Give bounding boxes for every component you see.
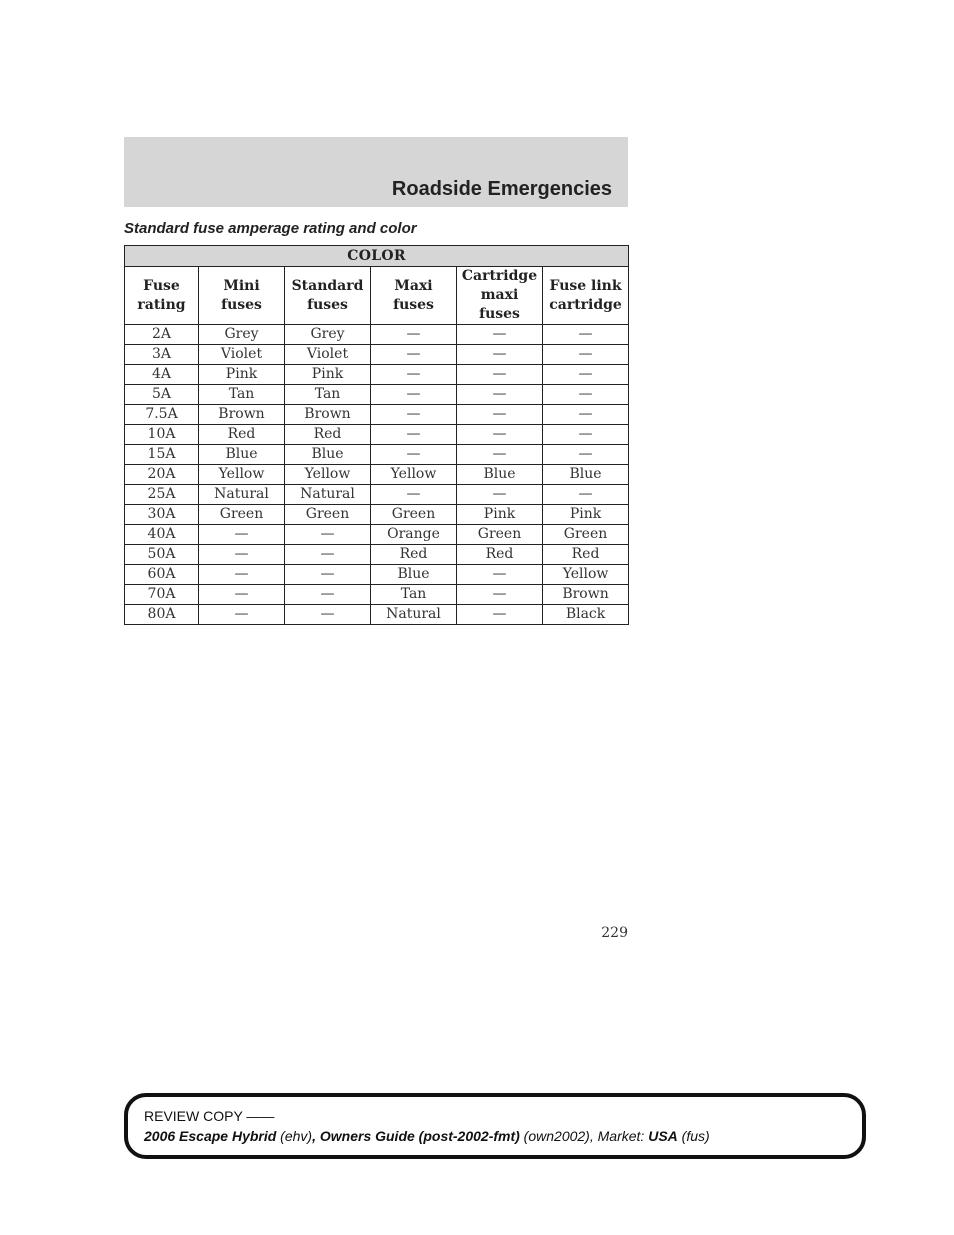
fuse-color-cell: Tan bbox=[371, 585, 457, 605]
column-header-line: Mini bbox=[223, 277, 260, 294]
market-name: USA bbox=[648, 1128, 678, 1144]
column-header bbox=[457, 267, 543, 325]
guide-code: (own2002) bbox=[519, 1128, 590, 1144]
table-row bbox=[125, 465, 629, 485]
column-header bbox=[543, 267, 629, 325]
fuse-rating-cell: 40A bbox=[125, 525, 199, 545]
fuse-color-cell: — bbox=[457, 485, 543, 505]
fuse-rating-cell: 50A bbox=[125, 545, 199, 565]
guide-name: Owners Guide (post-2002-fmt) bbox=[319, 1128, 520, 1144]
fuse-color-cell: — bbox=[457, 425, 543, 445]
fuse-color-cell: Blue bbox=[285, 445, 371, 465]
column-header-line: rating bbox=[137, 296, 186, 313]
column-header-line: cartridge bbox=[549, 296, 622, 313]
fuse-color-cell: Red bbox=[543, 545, 629, 565]
table-row bbox=[125, 405, 629, 425]
table-body bbox=[125, 325, 629, 625]
fuse-color-cell: Natural bbox=[285, 485, 371, 505]
fuse-color-cell: — bbox=[457, 445, 543, 465]
fuse-color-cell: — bbox=[371, 385, 457, 405]
fuse-rating-cell: 5A bbox=[125, 385, 199, 405]
fuse-color-cell: — bbox=[543, 405, 629, 425]
table-row bbox=[125, 485, 629, 505]
fuse-rating-cell: 20A bbox=[125, 465, 199, 485]
fuse-color-cell: Red bbox=[371, 545, 457, 565]
column-header-line: Standard bbox=[291, 277, 364, 294]
fuse-rating-cell: 10A bbox=[125, 425, 199, 445]
fuse-color-cell: — bbox=[543, 445, 629, 465]
column-header-line: fuses bbox=[221, 296, 262, 313]
fuse-color-cell: Pink bbox=[457, 505, 543, 525]
column-header-line: maxi bbox=[480, 287, 519, 303]
fuse-color-cell: Orange bbox=[371, 525, 457, 545]
fuse-color-cell: — bbox=[371, 425, 457, 445]
fuse-color-cell: Pink bbox=[199, 365, 285, 385]
table-row bbox=[125, 325, 629, 345]
table-row bbox=[125, 505, 629, 525]
fuse-color-cell: — bbox=[199, 605, 285, 625]
column-header-line: Fuse bbox=[143, 277, 180, 294]
fuse-color-cell: — bbox=[457, 565, 543, 585]
fuse-color-cell: — bbox=[457, 325, 543, 345]
section-header-band bbox=[124, 137, 628, 207]
table-caption: Standard fuse amperage rating and color bbox=[124, 220, 417, 237]
fuse-color-cell: Violet bbox=[285, 345, 371, 365]
table-row bbox=[125, 365, 629, 385]
fuse-color-cell: — bbox=[199, 545, 285, 565]
fuse-color-cell: — bbox=[543, 345, 629, 365]
fuse-color-cell: Black bbox=[543, 605, 629, 625]
fuse-color-cell: Red bbox=[199, 425, 285, 445]
column-header bbox=[199, 267, 285, 325]
fuse-rating-cell: 60A bbox=[125, 565, 199, 585]
fuse-color-cell: — bbox=[371, 445, 457, 465]
column-header-row bbox=[125, 267, 629, 325]
table-row bbox=[125, 545, 629, 565]
fuse-color-cell: — bbox=[457, 345, 543, 365]
fuse-color-cell: Yellow bbox=[371, 465, 457, 485]
market-code: (fus) bbox=[677, 1128, 710, 1144]
fuse-color-cell: Pink bbox=[543, 505, 629, 525]
fuse-color-cell: — bbox=[543, 425, 629, 445]
fuse-rating-cell: 30A bbox=[125, 505, 199, 525]
vehicle-code: (ehv) bbox=[276, 1128, 313, 1144]
fuse-color-cell: Yellow bbox=[543, 565, 629, 585]
fuse-color-cell: Pink bbox=[285, 365, 371, 385]
table-row bbox=[125, 425, 629, 445]
fuse-color-cell: — bbox=[371, 345, 457, 365]
review-copy-footer bbox=[124, 1093, 866, 1159]
fuse-rating-cell: 7.5A bbox=[125, 405, 199, 425]
table-row bbox=[125, 345, 629, 365]
fuse-color-cell: Brown bbox=[199, 405, 285, 425]
fuse-color-cell: — bbox=[199, 525, 285, 545]
color-group-header: COLOR bbox=[125, 246, 629, 267]
table-row bbox=[125, 605, 629, 625]
fuse-color-cell: Green bbox=[285, 505, 371, 525]
fuse-color-cell: Tan bbox=[199, 385, 285, 405]
column-header-line: fuses bbox=[479, 306, 520, 322]
fuse-color-cell: — bbox=[543, 485, 629, 505]
fuse-color-cell: Yellow bbox=[285, 465, 371, 485]
fuse-color-cell: — bbox=[543, 385, 629, 405]
separator: , bbox=[312, 1128, 320, 1144]
fuse-color-cell: — bbox=[457, 385, 543, 405]
fuse-color-cell: — bbox=[457, 605, 543, 625]
fuse-color-cell: Blue bbox=[371, 565, 457, 585]
table-row bbox=[125, 385, 629, 405]
column-header-line: Cartridge bbox=[461, 268, 538, 284]
fuse-color-cell: — bbox=[285, 565, 371, 585]
section-title: Roadside Emergencies bbox=[391, 178, 612, 200]
table-row bbox=[125, 525, 629, 545]
fuse-color-cell: — bbox=[285, 545, 371, 565]
fuse-color-cell: Grey bbox=[199, 325, 285, 345]
fuse-color-cell: — bbox=[371, 365, 457, 385]
fuse-color-cell: — bbox=[199, 565, 285, 585]
table-row bbox=[125, 445, 629, 465]
fuse-color-cell: Grey bbox=[285, 325, 371, 345]
market-label: , Market: bbox=[589, 1128, 649, 1144]
fuse-color-cell: — bbox=[285, 585, 371, 605]
fuse-color-cell: Violet bbox=[199, 345, 285, 365]
fuse-rating-cell: 15A bbox=[125, 445, 199, 465]
table-row bbox=[125, 585, 629, 605]
fuse-color-cell: Natural bbox=[199, 485, 285, 505]
fuse-color-cell: Tan bbox=[285, 385, 371, 405]
fuse-color-cell: Green bbox=[457, 525, 543, 545]
fuse-color-cell: — bbox=[285, 525, 371, 545]
fuse-color-cell: — bbox=[199, 585, 285, 605]
column-header bbox=[285, 267, 371, 325]
column-header-line: fuses bbox=[307, 296, 348, 313]
fuse-color-cell: — bbox=[371, 485, 457, 505]
fuse-color-cell: Green bbox=[543, 525, 629, 545]
fuse-color-cell: Red bbox=[285, 425, 371, 445]
fuse-color-cell: Blue bbox=[199, 445, 285, 465]
vehicle-name: 2006 Escape Hybrid bbox=[144, 1128, 277, 1144]
fuse-color-cell: — bbox=[285, 605, 371, 625]
fuse-color-cell: Green bbox=[199, 505, 285, 525]
fuse-rating-cell: 4A bbox=[125, 365, 199, 385]
document-identifier bbox=[144, 1128, 710, 1144]
column-header-line: Maxi bbox=[394, 277, 433, 294]
fuse-color-cell: Brown bbox=[285, 405, 371, 425]
fuse-color-cell: Green bbox=[371, 505, 457, 525]
fuse-color-cell: Yellow bbox=[199, 465, 285, 485]
column-header-line: fuses bbox=[393, 296, 434, 313]
column-header bbox=[371, 267, 457, 325]
fuse-color-cell: — bbox=[371, 405, 457, 425]
fuse-color-cell: — bbox=[543, 325, 629, 345]
fuse-color-cell: — bbox=[371, 325, 457, 345]
fuse-color-table bbox=[124, 245, 629, 625]
fuse-color-cell: — bbox=[457, 365, 543, 385]
table-row bbox=[125, 565, 629, 585]
fuse-color-cell: Blue bbox=[543, 465, 629, 485]
review-copy-label: REVIEW COPY —— bbox=[144, 1108, 275, 1124]
fuse-color-cell: Red bbox=[457, 545, 543, 565]
fuse-rating-cell: 2A bbox=[125, 325, 199, 345]
column-header bbox=[125, 267, 199, 325]
fuse-color-cell: — bbox=[543, 365, 629, 385]
fuse-color-cell: — bbox=[457, 405, 543, 425]
fuse-rating-cell: 25A bbox=[125, 485, 199, 505]
fuse-color-cell: Blue bbox=[457, 465, 543, 485]
fuse-color-cell: Brown bbox=[543, 585, 629, 605]
column-header-line: Fuse link bbox=[549, 277, 622, 294]
fuse-color-cell: Natural bbox=[371, 605, 457, 625]
page-number: 229 bbox=[601, 925, 628, 941]
fuse-rating-cell: 80A bbox=[125, 605, 199, 625]
fuse-color-cell: — bbox=[457, 585, 543, 605]
fuse-rating-cell: 3A bbox=[125, 345, 199, 365]
fuse-rating-cell: 70A bbox=[125, 585, 199, 605]
